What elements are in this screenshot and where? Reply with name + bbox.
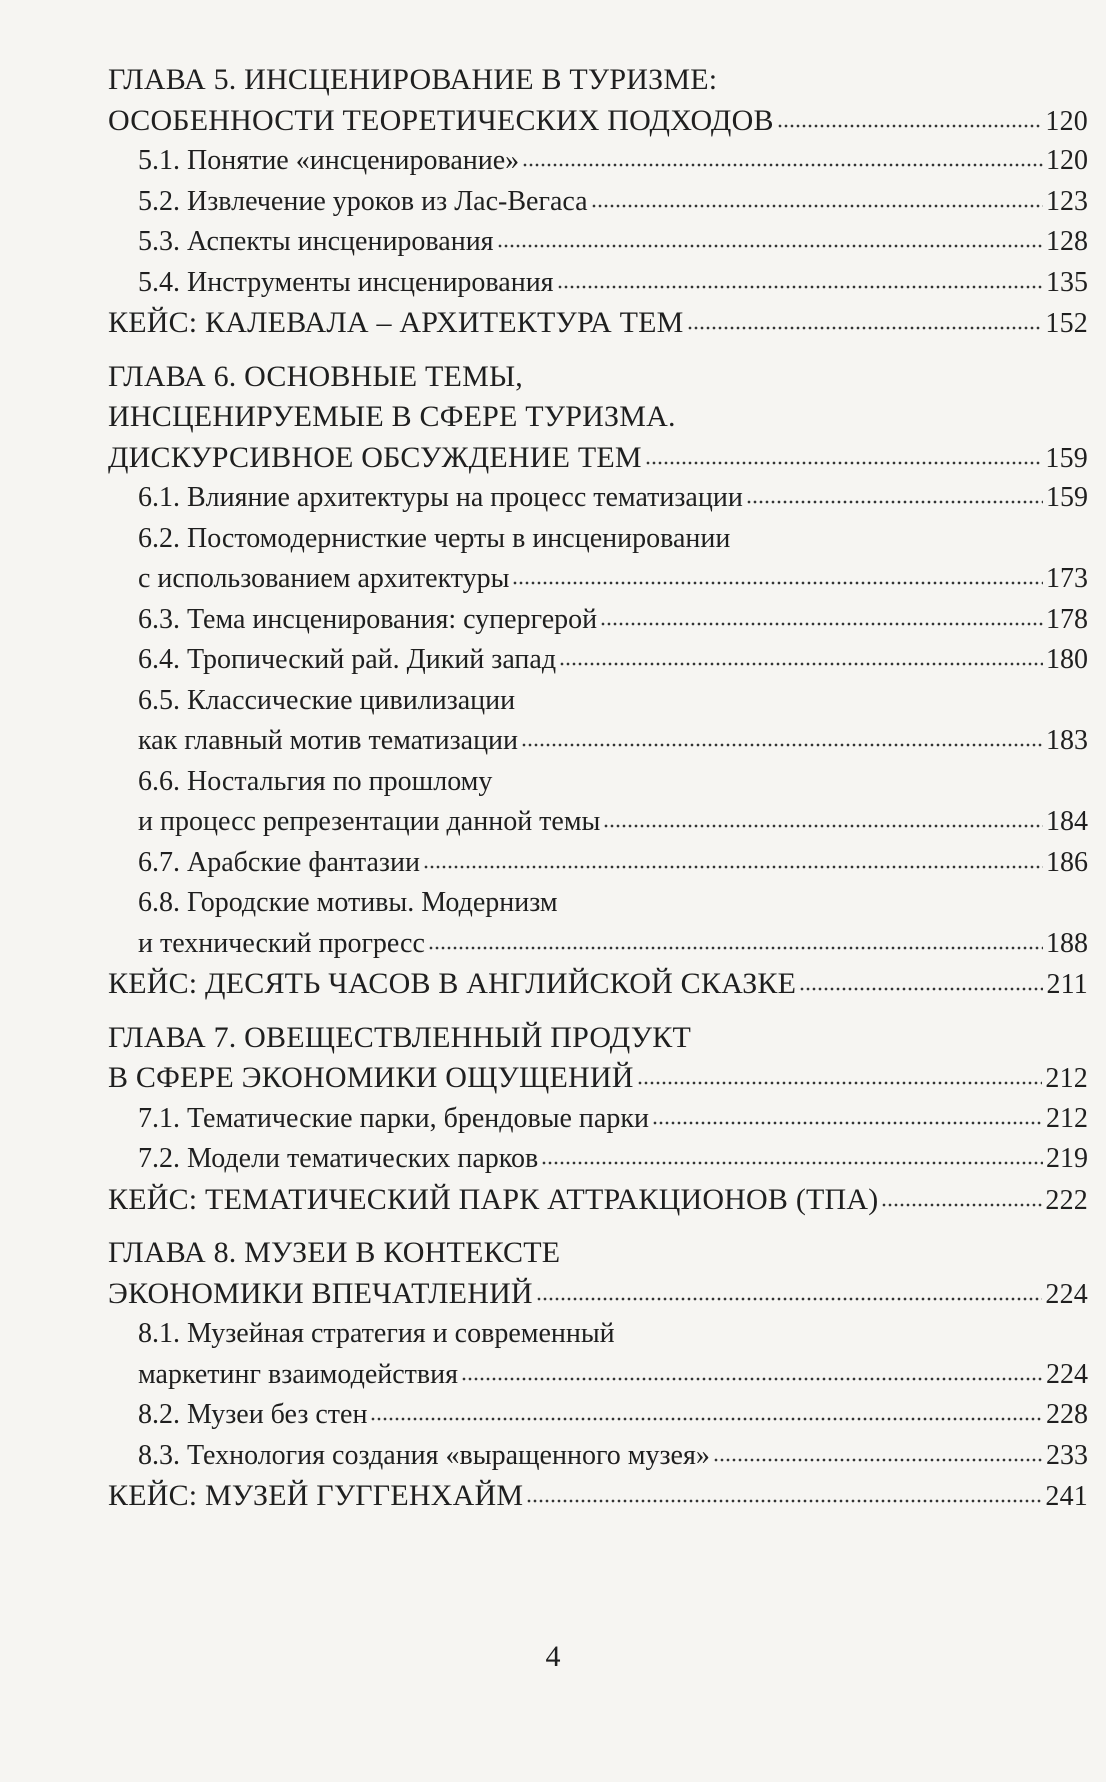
toc-chapter-line <box>108 1180 1088 1221</box>
toc-entry-title: ЭКОНОМИКИ ВПЕЧАТЛЕНИЙ <box>108 1276 533 1310</box>
toc-section-line <box>108 924 1088 965</box>
dot-leader <box>637 1081 1043 1085</box>
toc-entry-page: 183 <box>1046 725 1088 756</box>
toc-entry-title: и технический прогресс <box>138 927 425 959</box>
dot-leader <box>536 1297 1043 1301</box>
dot-leader <box>746 500 1043 504</box>
toc-entry-title: 6.1. Влияние архитектуры на процесс тематизации <box>138 482 743 513</box>
toc-entry-page: 184 <box>1046 806 1088 837</box>
toc-section-line <box>108 1355 1088 1396</box>
toc-section-line <box>108 222 1088 263</box>
dot-leader <box>461 1377 1043 1381</box>
dot-leader <box>522 163 1043 167</box>
dot-leader <box>423 865 1043 869</box>
toc-entry-title: ОСОБЕННОСТИ ТЕОРЕТИЧЕСКИХ ПОДХОДОВ <box>108 103 774 137</box>
toc-entry-page: 219 <box>1046 1143 1088 1174</box>
toc-chapter-line <box>108 101 1088 142</box>
toc-section-line <box>108 762 1088 803</box>
toc-chapter-line <box>108 1476 1088 1517</box>
toc-entry-title: ГЛАВА 5. ИНСЦЕНИРОВАНИЕ В ТУРИЗМЕ: <box>108 63 718 96</box>
toc-section-line <box>108 1436 1088 1477</box>
toc-entry-title: ДИСКУРСИВНОЕ ОБСУЖДЕНИЕ ТЕМ <box>108 440 642 474</box>
toc-entry-page: 224 <box>1045 1278 1088 1310</box>
dot-leader <box>428 946 1043 950</box>
toc-entry-title: ГЛАВА 7. ОВЕЩЕСТВЛЕННЫЙ ПРОДУКТ <box>108 1020 691 1054</box>
toc-section-line <box>108 843 1088 884</box>
toc-entry-page: 180 <box>1046 644 1088 675</box>
dot-leader <box>521 743 1043 747</box>
dot-leader <box>713 1458 1043 1462</box>
toc-entry-title: КЕЙС: МУЗЕЙ ГУГГЕНХАЙМ <box>108 1479 524 1512</box>
toc-entry-page: 120 <box>1046 145 1088 176</box>
toc-section-line <box>108 478 1088 519</box>
toc-section-line <box>108 519 1088 560</box>
toc-entry-title: как главный мотив тематизации <box>138 725 519 756</box>
dot-leader <box>603 824 1043 828</box>
toc-entry-title: КЕЙС: ТЕМАТИЧЕСКИЙ ПАРК АТТРАКЦИОНОВ (ТПА) <box>108 1182 879 1216</box>
toc-chapter-line <box>108 357 1088 398</box>
toc-entry-page: 224 <box>1046 1358 1088 1390</box>
toc-chapter-line <box>108 1058 1088 1099</box>
dot-leader <box>370 1417 1043 1421</box>
toc-entry-title: 5.2. Извлечение уроков из Лас-Вегаса <box>138 185 588 217</box>
toc-section-line <box>108 883 1088 924</box>
toc-entry-page: 212 <box>1046 1102 1088 1134</box>
toc-section-line <box>108 681 1088 722</box>
toc-entry-title: 5.1. Понятие «инсценирование» <box>138 145 520 176</box>
dot-leader <box>687 326 1043 330</box>
toc-section-line <box>108 802 1088 843</box>
toc-entry-title: 6.5. Классические цивилизации <box>138 684 516 716</box>
toc-entry-title: маркетинг взаимодействия <box>138 1358 458 1390</box>
toc-entry-title: 6.4. Тропический рай. Дикий запад <box>138 644 557 675</box>
toc-entry-title: 8.3. Технология создания «выращенного музея» <box>138 1439 710 1471</box>
toc-entry-title: 6.3. Тема инсценирования: супергерой <box>138 603 598 635</box>
dot-leader <box>512 581 1043 585</box>
toc-section-line <box>108 640 1088 681</box>
dot-leader <box>557 285 1043 289</box>
dot-leader <box>799 987 1043 991</box>
dot-leader <box>645 461 1043 465</box>
dot-leader <box>541 1161 1043 1165</box>
toc-chapter-line <box>108 1274 1088 1315</box>
toc-entry-page: 135 <box>1046 266 1088 298</box>
toc-entry-page: 211 <box>1046 969 1088 1000</box>
toc-entry-page: 186 <box>1046 846 1088 878</box>
toc-section-line <box>108 1314 1088 1355</box>
toc-entry-page: 173 <box>1046 563 1088 594</box>
toc-entry-title: ГЛАВА 6. ОСНОВНЫЕ ТЕМЫ, <box>108 359 524 393</box>
toc-section-line <box>108 1395 1088 1436</box>
toc-entry-title: КЕЙС: КАЛЕВАЛА – АРХИТЕКТУРА ТЕМ <box>108 306 684 339</box>
toc-entry-title: ИНСЦЕНИРУЕМЫЕ В СФЕРЕ ТУРИЗМА. <box>108 400 676 433</box>
toc-entry-title: 7.1. Тематические парки, брендовые парки <box>138 1102 649 1134</box>
toc-chapter-line <box>108 964 1088 1005</box>
toc-entry-page: 188 <box>1046 927 1088 959</box>
toc-section-line <box>108 559 1088 600</box>
toc-entry-title: 6.2. Постомодернисткие черты в инсценировании <box>138 522 731 554</box>
toc-entry-title: 7.2. Модели тематических парков <box>138 1143 539 1174</box>
toc-chapter-line <box>108 397 1088 438</box>
page-number: 4 <box>545 1640 561 1673</box>
toc-section-line <box>108 182 1088 223</box>
toc-entry-title: с использованием архитектуры <box>138 563 510 594</box>
toc-section-line <box>108 263 1088 304</box>
toc-entry-page: 123 <box>1046 185 1088 217</box>
toc-entry-title: 8.2. Музеи без стен <box>138 1399 368 1430</box>
dot-leader <box>777 124 1043 128</box>
dot-leader <box>881 1203 1042 1207</box>
dot-leader <box>591 204 1043 208</box>
toc-entry-title: КЕЙС: ДЕСЯТЬ ЧАСОВ В АНГЛИЙСКОЙ СКАЗКЕ <box>108 967 797 1000</box>
toc-section-line <box>108 1139 1088 1180</box>
table-of-contents <box>108 60 1088 1517</box>
toc-entry-title: 8.1. Музейная стратегия и современный <box>138 1318 615 1349</box>
toc-entry-page: 241 <box>1045 1481 1088 1512</box>
toc-entry-page: 120 <box>1045 105 1088 137</box>
toc-entry-title: 6.8. Городские мотивы. Модернизм <box>138 887 558 918</box>
dot-leader <box>652 1121 1043 1125</box>
toc-entry-page: 212 <box>1045 1063 1088 1094</box>
toc-section-line <box>108 600 1088 641</box>
toc-entry-page: 152 <box>1045 308 1088 339</box>
dot-leader <box>497 244 1043 248</box>
toc-entry-page: 228 <box>1046 1399 1088 1430</box>
toc-entry-page: 159 <box>1046 482 1088 513</box>
dot-leader <box>600 622 1043 626</box>
toc-chapter-line <box>108 303 1088 344</box>
toc-section-line <box>108 141 1088 182</box>
toc-entry-page: 222 <box>1045 1184 1088 1216</box>
toc-entry-title: В СФЕРЕ ЭКОНОМИКИ ОЩУЩЕНИЙ <box>108 1061 634 1094</box>
toc-chapter-line <box>108 1233 1088 1274</box>
toc-section-line <box>108 721 1088 762</box>
dot-leader <box>526 1499 1042 1503</box>
toc-entry-title: 6.7. Арабские фантазии <box>138 846 420 878</box>
toc-entry-page: 159 <box>1045 442 1088 474</box>
toc-entry-title: 6.6. Ностальгия по прошлому <box>138 765 493 797</box>
toc-entry-title: 5.3. Аспекты инсценирования <box>138 226 494 257</box>
toc-entry-page: 128 <box>1046 226 1088 257</box>
toc-entry-title: ГЛАВА 8. МУЗЕИ В КОНТЕКСТЕ <box>108 1236 561 1269</box>
toc-chapter-line <box>108 1018 1088 1059</box>
toc-entry-title: 5.4. Инструменты инсценирования <box>138 266 554 298</box>
dot-leader <box>559 662 1043 666</box>
toc-entry-page: 233 <box>1046 1439 1088 1471</box>
toc-entry-title: и процесс репрезентации данной темы <box>138 806 601 837</box>
toc-entry-page: 178 <box>1046 603 1088 635</box>
toc-chapter-line <box>108 60 1088 101</box>
toc-chapter-line <box>108 438 1088 479</box>
toc-section-line <box>108 1099 1088 1140</box>
